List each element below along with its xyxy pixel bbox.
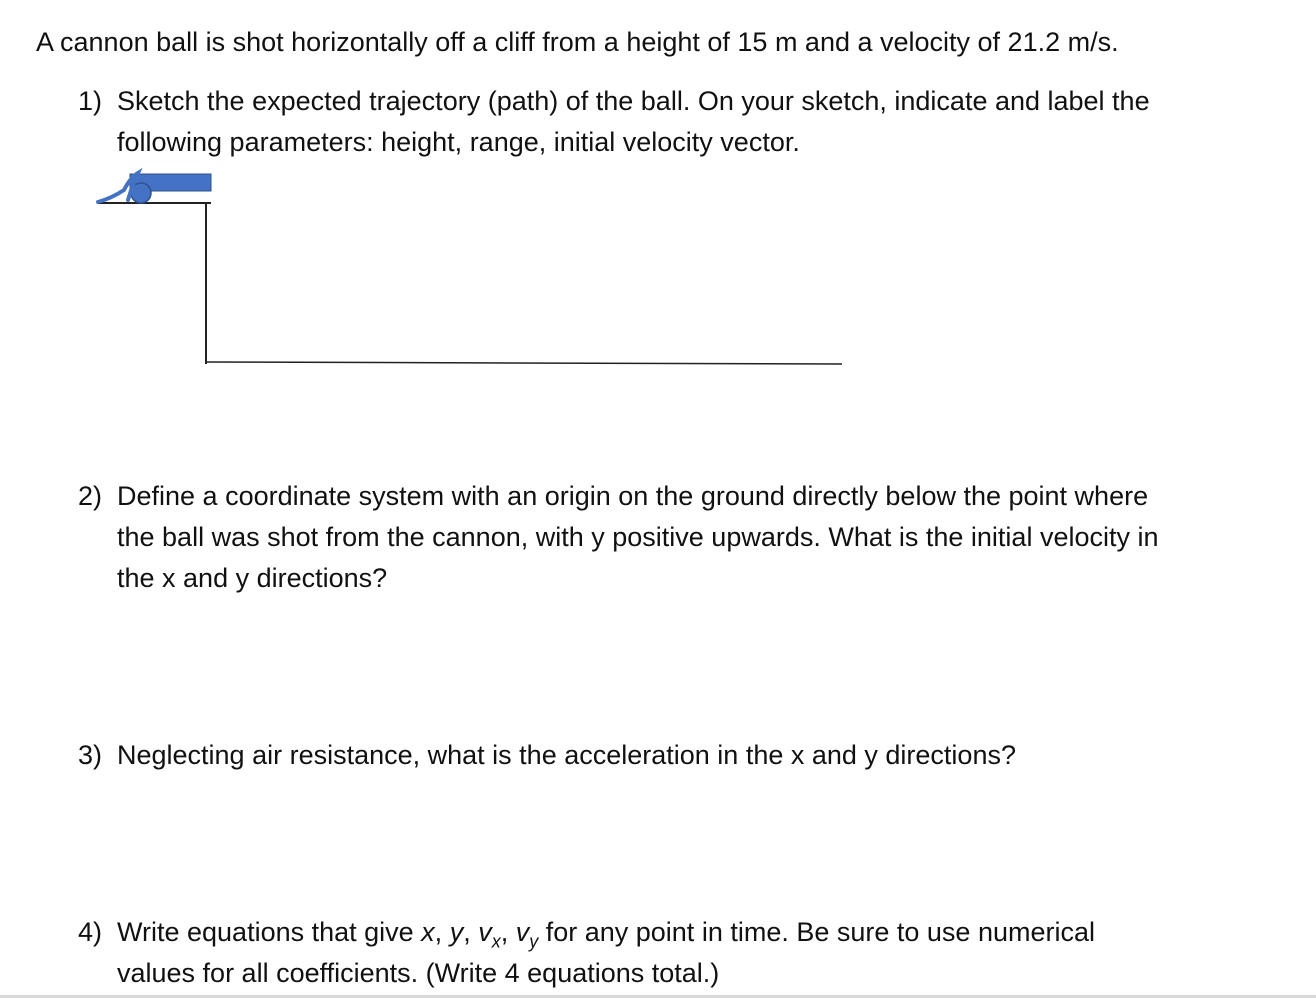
question-2-number: 2) — [78, 481, 103, 511]
question-4-prefix: Write equations that give — [117, 917, 422, 947]
var-sep-3: , — [500, 917, 516, 947]
var-sep-1: , — [434, 917, 450, 947]
problem-intro: A cannon ball is shot horizontally off a cliff from a height of 15 m and a velocity of 21.2 m/s. — [36, 27, 1119, 57]
question-2-text-line-2: the ball was shot from the cannon, with y positive upwards. What is the initial velocity in — [117, 522, 1159, 552]
var-vx-v: v — [478, 917, 492, 947]
question-4-text-line-2: values for all coefficients. (Write 4 equations total.) — [117, 958, 720, 988]
var-x: x — [421, 917, 435, 947]
var-vx-sub: x — [491, 931, 501, 952]
question-4-number: 4) — [78, 917, 103, 947]
question-4-suffix: for any point in time. Be sure to use numerical — [538, 917, 1095, 947]
question-3-number: 3) — [78, 740, 103, 770]
question-3-text-line-1: Neglecting air resistance, what is the acceleration in the x and y directions? — [117, 740, 1016, 770]
question-1-number: 1) — [78, 86, 103, 116]
question-1-text-line-2: following parameters: height, range, initial velocity vector. — [117, 127, 800, 157]
question-2-text-line-1: Define a coordinate system with an origin on the ground directly below the point where — [117, 481, 1149, 511]
question-2-text-line-3: the x and y directions? — [117, 563, 388, 593]
ground-line — [206, 362, 842, 364]
question-1-text-line-1: Sketch the expected trajectory (path) of the ball. On your sketch, indicate and label the — [117, 86, 1150, 116]
var-vy — [515, 917, 539, 952]
question-4-text-line-1 — [117, 916, 1095, 952]
var-vx — [478, 917, 501, 952]
var-y: y — [449, 917, 464, 947]
cliff-cannon-sketch — [90, 160, 850, 375]
var-vy-sub: y — [529, 931, 539, 952]
var-vy-v: v — [515, 917, 530, 947]
var-sep-2: , — [463, 917, 479, 947]
